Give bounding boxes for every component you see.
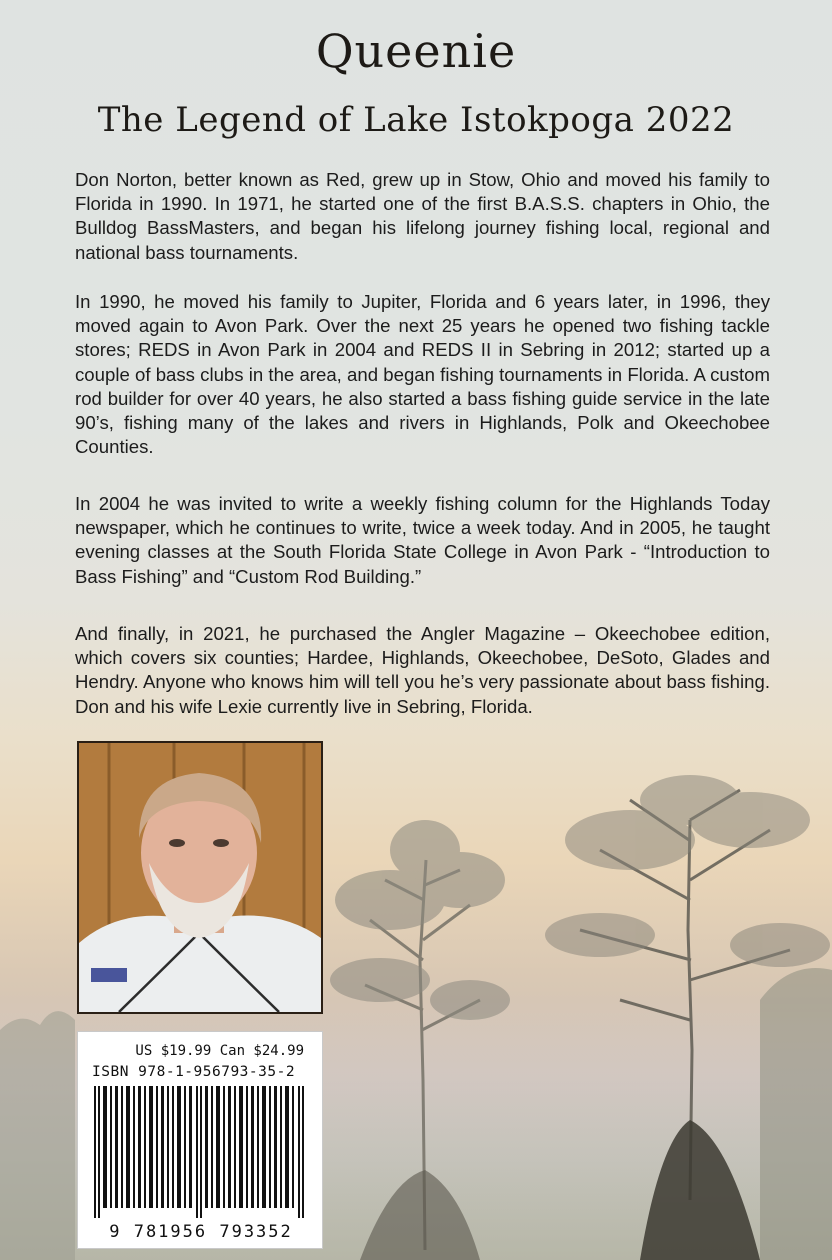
- isbn-text: ISBN 978-1-956793-35-2: [92, 1064, 296, 1080]
- price-text: US $19.99 Can $24.99: [135, 1043, 304, 1059]
- bio-paragraph: Don Norton, better known as Red, grew up in Stow, Ohio and moved his family to Florida in 1990. In 1971, he started one of the first B.A.S.S. chapters in Ohio, the Bulldog BassMasters, and began his lifelong journey fishing local, regional and national bass tournaments.: [75, 169, 770, 263]
- barcode-number: 9 781956 793352: [109, 1222, 293, 1242]
- bio-paragraph: In 1990, he moved his family to Jupiter, Florida and 6 years later, in 1996, they moved again to Avon Park. Over the next 25 years he opened two fishing tackle stores; REDS in Avon Park in 2004 and REDS II in Sebring in 2012; started up a couple of bass clubs in the area, and began fishing tournaments in Florida. A custom rod builder for over 40 years, he also started a bass fishing guide service in the late 90’s, fishing many of the lakes and rivers in Highlands, Polk and Okeechobee Counties.: [75, 291, 770, 458]
- book-title: Queenie: [315, 24, 517, 78]
- barcode-label: [77, 1031, 323, 1249]
- bio-paragraph: In 2004 he was invited to write a weekly fishing column for the Highlands Today newspaper, which he continues to write, twice a week today. And in 2005, he taught evening classes at the South Florida State College in Avon Park - “Introduction to Bass Fishing” and “Custom Rod Building.”: [75, 493, 770, 587]
- book-subtitle: The Legend of Lake Istokpoga 2022: [97, 100, 735, 140]
- bio-paragraph: And finally, in 2021, he purchased the Angler Magazine – Okeechobee edition, which covers six counties; Hardee, Highlands, Okeechobee, DeSoto, Glades and Hendry. Anyone who knows him will tell you he’s very passionate about bass fishing. Don and his wife Lexie currently live in Sebring, Florida.: [75, 623, 770, 717]
- author-photo: [77, 741, 323, 1014]
- barcode-icon: [92, 1086, 308, 1218]
